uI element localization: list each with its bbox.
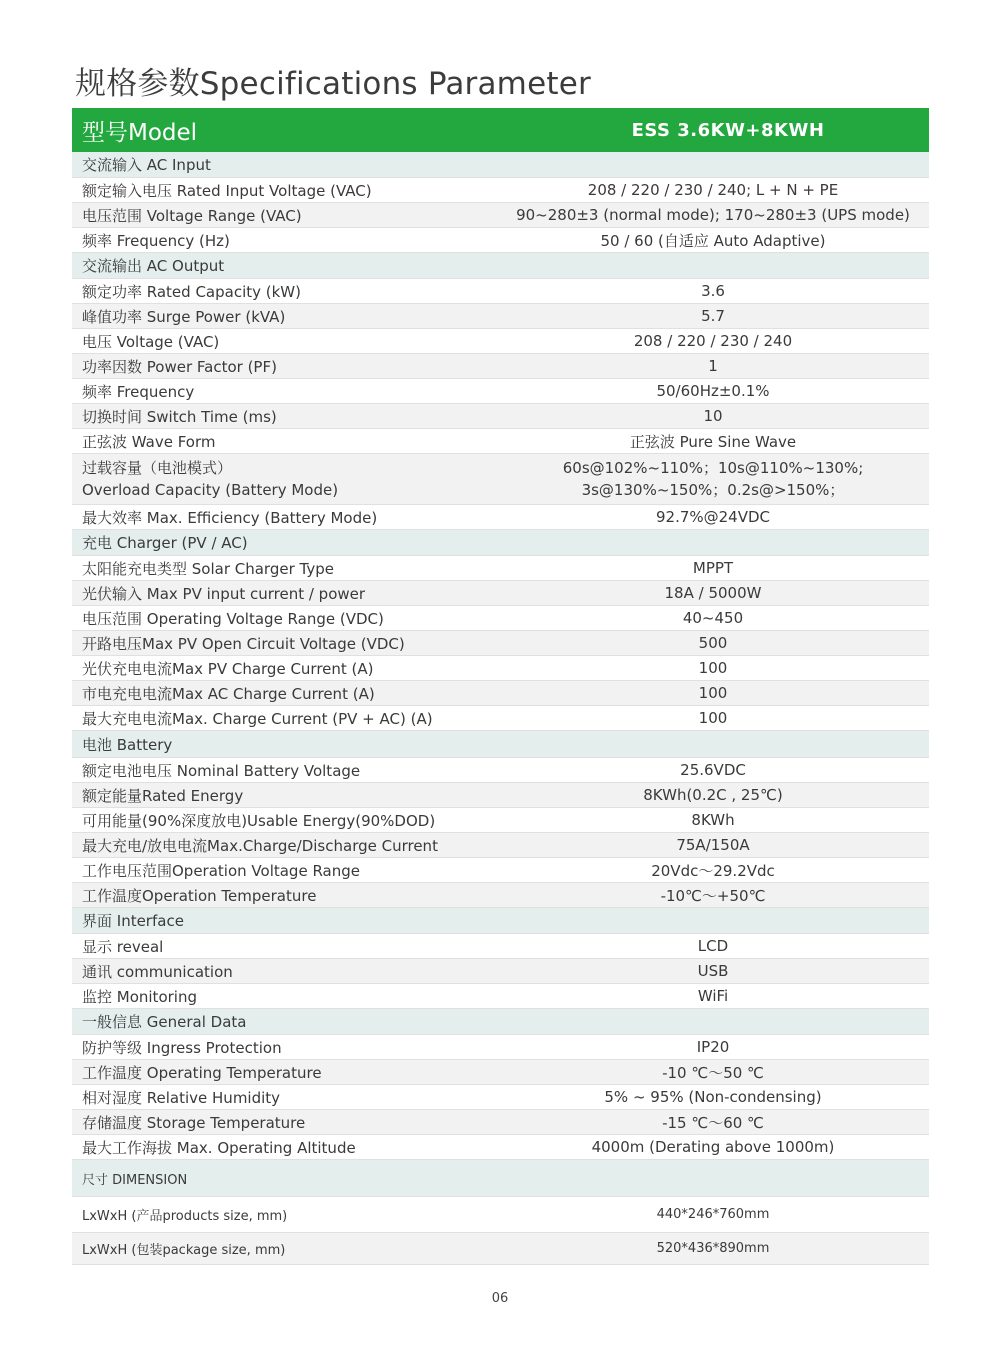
row-value: 40~450 <box>682 609 744 627</box>
row-label: LxWxH (包装package size, mm) <box>82 1243 286 1258</box>
row-label: 工作温度 Operating Temperature <box>82 1063 322 1082</box>
row-label: 额定电池电压 Nominal Battery Voltage <box>82 761 361 780</box>
table-row <box>72 783 929 808</box>
row-value: 1 <box>708 357 718 375</box>
row-value: 92.7%@24VDC <box>655 508 771 526</box>
table-row <box>72 959 929 984</box>
row-label: 界面 Interface <box>82 912 184 930</box>
row-label: 工作电压范围Operation Voltage Range <box>82 861 360 880</box>
table-row <box>72 1233 929 1265</box>
section-header <box>72 908 929 934</box>
table-row <box>72 404 929 429</box>
row-label: 光伏充电电流Max PV Charge Current (A) <box>82 659 374 678</box>
table-row <box>72 354 929 379</box>
row-value: 100 <box>698 684 728 702</box>
row-label: 最大效率 Max. Efficiency (Battery Mode) <box>82 508 378 527</box>
row-label: 频率 Frequency <box>82 382 195 401</box>
table-row <box>72 656 929 681</box>
section-header <box>72 253 929 279</box>
row-value: MPPT <box>692 559 734 577</box>
row-value: WiFi <box>697 987 729 1005</box>
row-value: 3.6 <box>701 282 725 300</box>
row-label: 可用能量(90%深度放电)Usable Energy(90%DOD) <box>82 811 436 830</box>
row-label: 频率 Frequency (Hz) <box>82 231 230 250</box>
table-row <box>72 454 929 505</box>
row-label: 最大充电电流Max. Charge Current (PV + AC) (A) <box>82 709 433 728</box>
row-label: 电压范围 Operating Voltage Range (VDC) <box>82 609 384 628</box>
row-label: 正弦波 Wave Form <box>82 432 216 451</box>
row-label: 功率因数 Power Factor (PF) <box>82 357 277 376</box>
table-row <box>72 706 929 731</box>
spec-rows <box>72 152 929 1265</box>
row-label: 切换时间 Switch Time (ms) <box>82 407 277 426</box>
row-value: 20Vdc～29.2Vdc <box>651 861 775 880</box>
row-label <box>72 457 487 501</box>
table-row <box>72 631 929 656</box>
row-value: 8KWh(0.2C , 25℃) <box>643 786 783 804</box>
table-row <box>72 329 929 354</box>
row-label: 存储温度 Storage Temperature <box>82 1113 306 1132</box>
table-row <box>72 304 929 329</box>
row-value: 520*436*890mm <box>656 1241 770 1256</box>
row-value: 100 <box>698 709 728 727</box>
row-value: -10℃～+50℃ <box>660 886 766 905</box>
row-label: 防护等级 Ingress Protection <box>82 1038 282 1057</box>
row-label: 市电充电电流Max AC Charge Current (A) <box>82 684 375 703</box>
row-value: 25.6VDC <box>680 761 746 779</box>
table-row <box>72 556 929 581</box>
row-value: 4000m (Derating above 1000m) <box>591 1138 835 1156</box>
table-row <box>72 429 929 454</box>
row-label-line: 过载容量（电池模式） <box>82 459 233 477</box>
table-row <box>72 984 929 1009</box>
table-header <box>72 108 929 152</box>
row-label: 峰值功率 Surge Power (kVA) <box>82 307 286 326</box>
row-label: 显示 reveal <box>82 937 164 956</box>
row-label: 光伏输入 Max PV input current / power <box>82 584 366 603</box>
row-value: -10 ℃～50 ℃ <box>662 1063 764 1082</box>
row-label: 最大充电/放电电流Max.Charge/Discharge Current <box>82 836 438 855</box>
row-value: 90~280±3 (normal mode); 170~280±3 (UPS mode) <box>516 206 910 224</box>
row-label: 额定能量Rated Energy <box>82 786 244 805</box>
table-row <box>72 581 929 606</box>
table-row <box>72 379 929 404</box>
row-label: 交流输入 AC Input <box>82 156 211 174</box>
row-value: 18A / 5000W <box>664 584 762 602</box>
section-header <box>72 152 929 178</box>
row-value-line: 60s@102%~110%；10s@110%~130%; <box>562 459 864 477</box>
table-row <box>72 808 929 833</box>
table-row <box>72 279 929 304</box>
row-label: 监控 Monitoring <box>82 987 197 1006</box>
row-label: 通讯 communication <box>82 962 233 981</box>
row-value: 440*246*760mm <box>656 1207 770 1222</box>
row-label: 尺寸 DIMENSION <box>82 1172 188 1188</box>
table-row <box>72 883 929 908</box>
row-value: 正弦波 Pure Sine Wave <box>629 432 797 451</box>
row-value: 100 <box>698 659 728 677</box>
row-label: 太阳能充电类型 Solar Charger Type <box>82 559 334 578</box>
row-label: 工作温度Operation Temperature <box>82 886 317 905</box>
row-label: 电池 Battery <box>82 735 173 754</box>
table-row <box>72 1110 929 1135</box>
page-number: 06 <box>491 1291 509 1306</box>
model-label: 型号Model <box>82 119 198 146</box>
table-row <box>72 934 929 959</box>
table-row <box>72 681 929 706</box>
table-row <box>72 1085 929 1110</box>
row-label: 额定功率 Rated Capacity (kW) <box>82 282 301 301</box>
row-value: 75A/150A <box>676 836 750 854</box>
row-label: 额定输入电压 Rated Input Voltage (VAC) <box>82 181 372 200</box>
table-row <box>72 1135 929 1160</box>
table-row <box>72 858 929 883</box>
row-value: IP20 <box>696 1038 730 1056</box>
section-header <box>72 1160 929 1197</box>
page-title: 规格参数Specifications Parameter <box>75 66 591 102</box>
section-header <box>72 1009 929 1035</box>
row-value: 500 <box>698 634 728 652</box>
row-label: 电压范围 Voltage Range (VAC) <box>82 206 302 225</box>
table-row <box>72 203 929 228</box>
row-value-line: 3s@130%~150%；0.2s@>150%； <box>581 481 845 499</box>
row-value: 5% ~ 95% (Non-condensing) <box>604 1088 822 1106</box>
row-value: USB <box>697 962 729 980</box>
row-value: 5.7 <box>701 307 725 325</box>
row-label: LxWxH (产品products size, mm) <box>82 1209 288 1224</box>
row-label: 最大工作海拔 Max. Operating Altitude <box>82 1138 356 1157</box>
row-label: 充电 Charger (PV / AC) <box>82 534 248 552</box>
row-value: 8KWh <box>691 811 735 829</box>
row-label-line: Overload Capacity (Battery Mode) <box>82 481 339 499</box>
row-value: 208 / 220 / 230 / 240 <box>633 332 793 350</box>
table-row <box>72 758 929 783</box>
row-label: 电压 Voltage (VAC) <box>82 332 220 351</box>
section-header <box>72 530 929 556</box>
row-label: 一般信息 General Data <box>82 1013 247 1031</box>
row-label: 相对湿度 Relative Humidity <box>82 1088 281 1107</box>
row-value: 208 / 220 / 230 / 240; L + N + PE <box>587 181 839 199</box>
table-row <box>72 1060 929 1085</box>
model-value: ESS 3.6KW+8KWH <box>631 119 825 141</box>
row-value: 50/60Hz±0.1% <box>656 382 770 400</box>
row-label: 开路电压Max PV Open Circuit Voltage (VDC) <box>82 634 405 653</box>
table-row <box>72 1035 929 1060</box>
row-value <box>487 457 929 501</box>
table-row <box>72 606 929 631</box>
table-row <box>72 505 929 530</box>
table-row <box>72 833 929 858</box>
row-label: 交流输出 AC Output <box>82 257 225 275</box>
spec-table <box>72 108 929 1265</box>
table-row <box>72 178 929 203</box>
row-value: 50 / 60 (自适应 Auto Adaptive) <box>600 231 826 250</box>
section-header <box>72 731 929 758</box>
row-value: -15 ℃～60 ℃ <box>662 1113 764 1132</box>
row-value: 10 <box>703 407 723 425</box>
table-row <box>72 1197 929 1233</box>
table-row <box>72 228 929 253</box>
row-value: LCD <box>697 937 729 955</box>
